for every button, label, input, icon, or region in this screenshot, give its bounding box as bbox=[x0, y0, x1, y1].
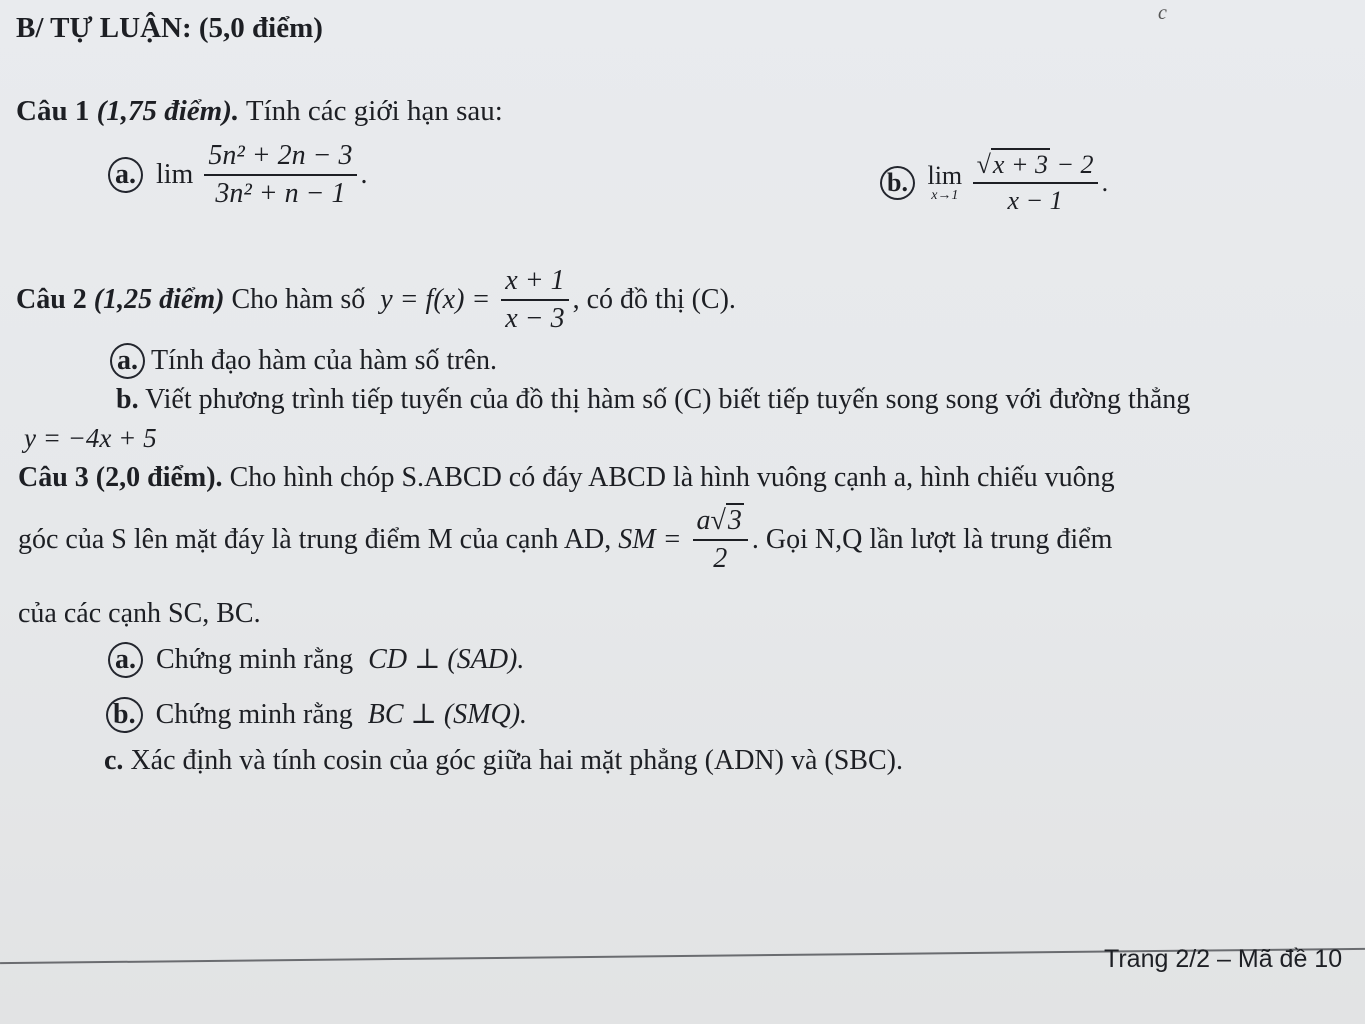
q2-points: (1,25 điểm) bbox=[93, 284, 225, 315]
q2a-label: a. bbox=[110, 343, 145, 379]
q2-func: y = f(x) = bbox=[380, 284, 491, 315]
q3-line2 bbox=[18, 505, 1112, 575]
q1a-numerator: 5n² + 2n − 3 bbox=[204, 140, 356, 176]
page-footer: Trang 2/2 – Mã đề 10 bbox=[1104, 945, 1343, 973]
q3a-label: a. bbox=[108, 642, 143, 678]
q2-prompt-pre: Cho hàm số bbox=[231, 284, 366, 315]
q2-numerator: x + 1 bbox=[501, 265, 568, 301]
q3-sm-numerator bbox=[693, 505, 748, 541]
q1a-item bbox=[108, 140, 368, 210]
q3b-item bbox=[106, 697, 527, 733]
q3a-text: Chứng minh rằng bbox=[156, 644, 354, 675]
q2a-item bbox=[110, 343, 497, 379]
q2-fraction bbox=[501, 265, 568, 335]
q1b-lim bbox=[927, 163, 962, 203]
q1a-label: a. bbox=[108, 157, 143, 193]
q1b-item bbox=[880, 150, 1108, 216]
q3-sm: SM = bbox=[618, 524, 682, 555]
q1b-lim-word: lim bbox=[927, 161, 963, 190]
q3-text-line2-post: . Gọi N,Q lần lượt là trung điểm bbox=[751, 524, 1113, 555]
q3-line3: của các cạnh SC, BC. bbox=[18, 598, 261, 629]
q3b-text: Chứng minh rằng bbox=[155, 699, 353, 730]
q3-sm-a: a bbox=[696, 505, 711, 536]
q2b-label: b. bbox=[116, 384, 139, 415]
q3-points: (2,0 điểm). bbox=[95, 462, 223, 493]
q2b-line-eq: y = −4x + 5 bbox=[24, 423, 157, 453]
q1-points: (1,75 điểm). bbox=[96, 95, 240, 127]
q3-line1 bbox=[18, 462, 1115, 494]
q1b-denominator: x − 1 bbox=[1007, 186, 1063, 215]
q2-line bbox=[16, 265, 736, 335]
q1b-fraction bbox=[973, 150, 1098, 216]
q1b-label: b. bbox=[880, 166, 915, 200]
q1b-numerator bbox=[973, 150, 1098, 184]
q1b-radicand: x + 3 bbox=[992, 150, 1049, 179]
q3c-text: Xác định và tính cosin của góc giữa hai mặt phẳng (ADN) và (SBC). bbox=[130, 745, 903, 776]
q1a-denominator: 3n² + n − 1 bbox=[215, 178, 346, 209]
q2-denominator: x − 3 bbox=[505, 303, 565, 334]
q3-text-line1: Cho hình chóp S.ABCD có đáy ABCD là hình vuông cạnh a, hình chiếu vuông bbox=[229, 462, 1115, 493]
q3a-item bbox=[108, 642, 524, 678]
q3-text-line2-pre: góc của S lên mặt đáy là trung điểm M của cạnh AD, bbox=[18, 524, 612, 555]
q3b-label: b. bbox=[106, 697, 143, 733]
sqrt-sign: √ bbox=[710, 505, 726, 536]
q1-prompt: Tính các giới hạn sau: bbox=[245, 95, 503, 127]
q3-sm-fraction bbox=[693, 505, 748, 575]
q1b-num-rest: − 2 bbox=[1056, 150, 1094, 179]
q1-title: Câu 1 bbox=[16, 95, 90, 127]
q2-title: Câu 2 bbox=[16, 284, 87, 315]
q2b-item bbox=[116, 384, 1190, 416]
q2b-text: Viết phương trình tiếp tuyến của đồ thị hàm số (C) biết tiếp tuyến song song với đường thẳng bbox=[145, 384, 1191, 415]
q3c-label: c. bbox=[104, 745, 124, 776]
q1a-lim: lim bbox=[156, 159, 194, 190]
q2a-text: Tính đạo hàm của hàm số trên. bbox=[151, 345, 498, 376]
q1b-lim-sub: x→1 bbox=[931, 188, 959, 203]
q3-title: Câu 3 bbox=[18, 462, 89, 493]
corner-mark: c bbox=[1158, 2, 1167, 24]
q1b-end: . bbox=[1101, 168, 1109, 197]
q1a-fraction bbox=[204, 140, 356, 210]
q3-sm-radicand: 3 bbox=[727, 505, 742, 536]
q1-line bbox=[16, 95, 503, 128]
section-header: B/ TỰ LUẬN: (5,0 điểm) bbox=[16, 12, 323, 44]
q3a-math: CD ⊥ (SAD). bbox=[368, 644, 525, 675]
sqrt-sign: √ bbox=[976, 150, 991, 179]
q3c-item bbox=[104, 745, 903, 777]
q1a-end: . bbox=[360, 159, 368, 190]
q3b-math: BC ⊥ (SMQ). bbox=[367, 699, 528, 730]
q3-sm-denominator: 2 bbox=[713, 543, 728, 574]
q2-prompt-post: , có đồ thị (C). bbox=[572, 284, 736, 315]
